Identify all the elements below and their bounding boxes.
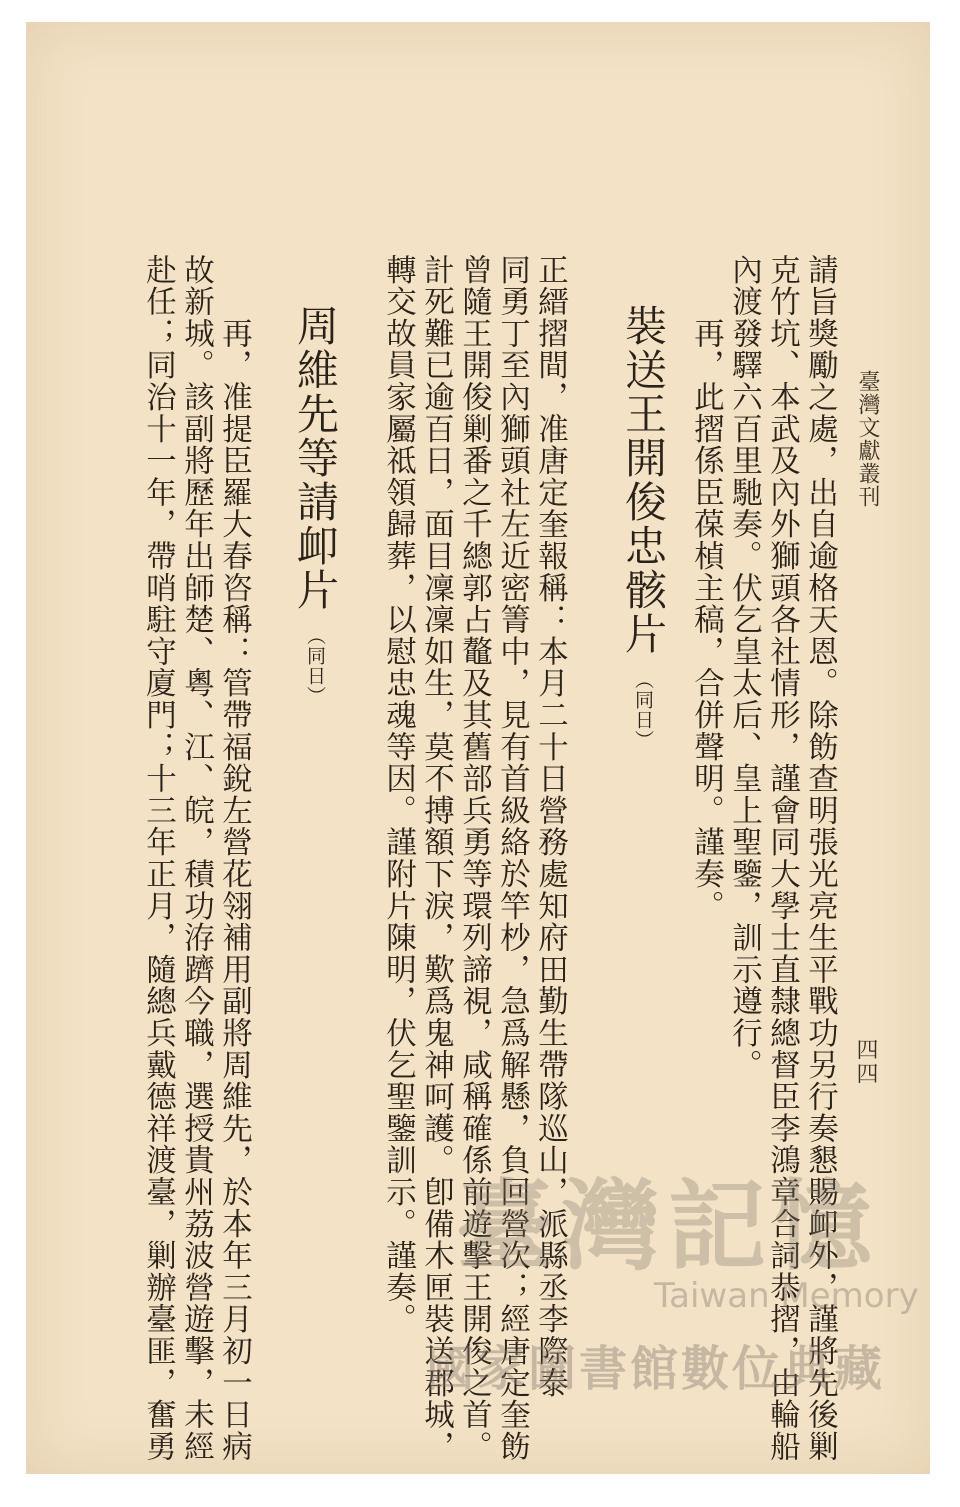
page-number: 四四 [853, 1038, 878, 1086]
text-column-3: 內渡發驛六百里馳奏。伏乞皇太后、皇上聖鑒，訓示遵行。 [726, 254, 762, 1081]
watermark-script: 臺灣記憶 [456, 1169, 881, 1284]
section-title-1-text: 裝送王開俊忠骸片 [619, 304, 668, 656]
text-column-12: 赴任；同治十一年，帶哨駐守廈門；十三年正月，隨總兵戴德祥渡臺，剿辦臺匪，奮勇 [140, 254, 176, 1463]
section-title-2-text: 周維先等請卹片 [291, 304, 340, 612]
text-column-10: 再，准提臣羅大春咨稱：管帶福銳左營花翎補用副將周維先，於本年三月初一日病 [216, 254, 252, 1463]
section-title-1 [619, 304, 668, 750]
text-column-8: 計死難已逾百日，面目凜凜如生，莫不搏額下淚，歎爲鬼神呵護。卽備木匣裝送郡城， [418, 254, 454, 1463]
section-title-2 [291, 304, 340, 706]
text-column-5: 正縉摺間，准唐定奎報稱：本月二十日營務處知府田勤生帶隊巡山，派縣丞李際泰 [532, 254, 568, 1399]
text-column-11: 故新城。該副將歷年出師楚、粵、江、皖，積功洊躋今職，選授貴州荔波營遊擊，未經 [178, 254, 214, 1463]
book-title: 臺灣文獻叢刊 [855, 370, 880, 508]
document-page [26, 22, 930, 1474]
watermark-latin: Taiwan Memory [654, 1276, 919, 1316]
text-column-2: 克竹坑、本武及內外獅頭各社情形，謹會同大學士直隸總督臣李鴻章合詞恭摺，由輪船 [764, 254, 800, 1463]
text-column-6: 同勇丁至內獅頭社左近密箐中，見有首級絡於竿杪，急爲解懸，負回營次；經唐定奎飭 [494, 254, 530, 1463]
text-column-7: 曾隨王開俊剿番之千總郭占鼇及其舊部兵勇等環列諦視，咸稱確係前遊擊王開俊之首。 [456, 254, 492, 1463]
text-column-1: 請旨獎勵之處，出自逾格天恩。除飭查明張光亮生平戰功另行奏懇賜卹外，謹將先後剿 [802, 254, 838, 1463]
text-column-4: 再，此摺係臣葆楨主稿，合併聲明。謹奏。 [688, 254, 724, 922]
watermark-library: 國家圖書館數位典藏 [426, 1341, 886, 1397]
section-title-1-date: （同日） [632, 670, 654, 750]
text-column-9: 轉交故員家屬祗領歸葬，以慰忠魂等因。謹附片陳明，伏乞聖鑒訓示。謹奏。 [380, 254, 416, 1336]
section-title-2-date: （同日） [304, 626, 326, 706]
